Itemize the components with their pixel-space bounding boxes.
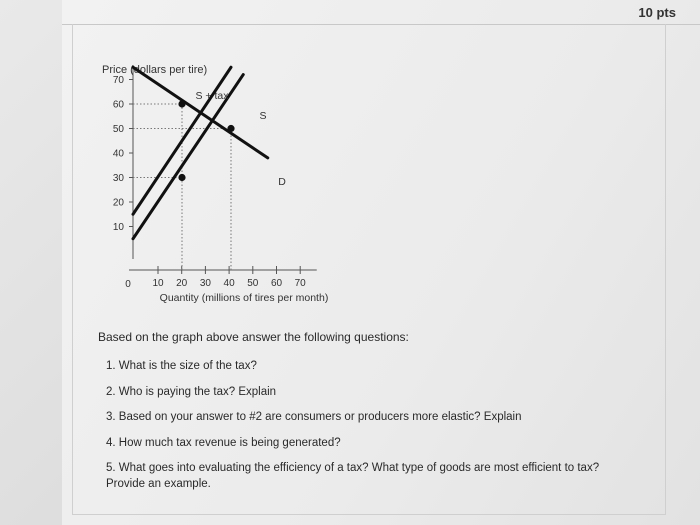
question-1: 1. What is the size of the tax? bbox=[106, 360, 257, 372]
question-4: 4. How much tax revenue is being generated? bbox=[106, 437, 341, 449]
x-tick-label: 70 bbox=[294, 278, 306, 289]
x-tick-label: 20 bbox=[176, 278, 188, 289]
y-tick-label: 70 bbox=[112, 75, 124, 86]
question-2: 2. Who is paying the tax? Explain bbox=[106, 386, 277, 398]
y-tick-label: 40 bbox=[112, 148, 124, 160]
equilibrium-point bbox=[178, 174, 185, 181]
equilibrium-point bbox=[178, 100, 185, 107]
questions-intro: Based on the graph above answer the following questions: bbox=[98, 330, 409, 344]
question-5: 5. What goes into evaluating the efficiency of a tax? What type of goods are most efficient to tax? Provide an example. bbox=[106, 462, 600, 490]
x-tick-label: 50 bbox=[247, 278, 259, 289]
equilibrium-point bbox=[227, 125, 234, 132]
x-tick-label: 10 bbox=[152, 278, 164, 289]
points-badge: 10 pts bbox=[638, 5, 676, 20]
question-3: 3. Based on your answer to #2 are consumers or producers more elastic? Explain bbox=[106, 411, 522, 423]
x-tick-label: 40 bbox=[223, 278, 235, 289]
supply-tax-label: S + tax bbox=[195, 90, 229, 102]
supply-label: S bbox=[259, 110, 267, 122]
x-axis-title: Quantity (millions of tires per month) bbox=[159, 292, 329, 304]
y-tick-label: 30 bbox=[112, 173, 124, 184]
x-tick-label: 60 bbox=[270, 278, 283, 289]
y-tick-label: 20 bbox=[112, 197, 124, 209]
demand-curve bbox=[133, 67, 268, 158]
y-axis-title: Price (dollars per tire) bbox=[102, 64, 208, 76]
y-tick-label: 10 bbox=[112, 222, 124, 233]
y-tick-label: 50 bbox=[112, 124, 124, 135]
y-tick-label: 60 bbox=[112, 99, 124, 111]
demand-label: D bbox=[278, 176, 286, 188]
x-tick-label: 0 bbox=[125, 279, 131, 290]
x-tick-label: 30 bbox=[199, 278, 211, 289]
